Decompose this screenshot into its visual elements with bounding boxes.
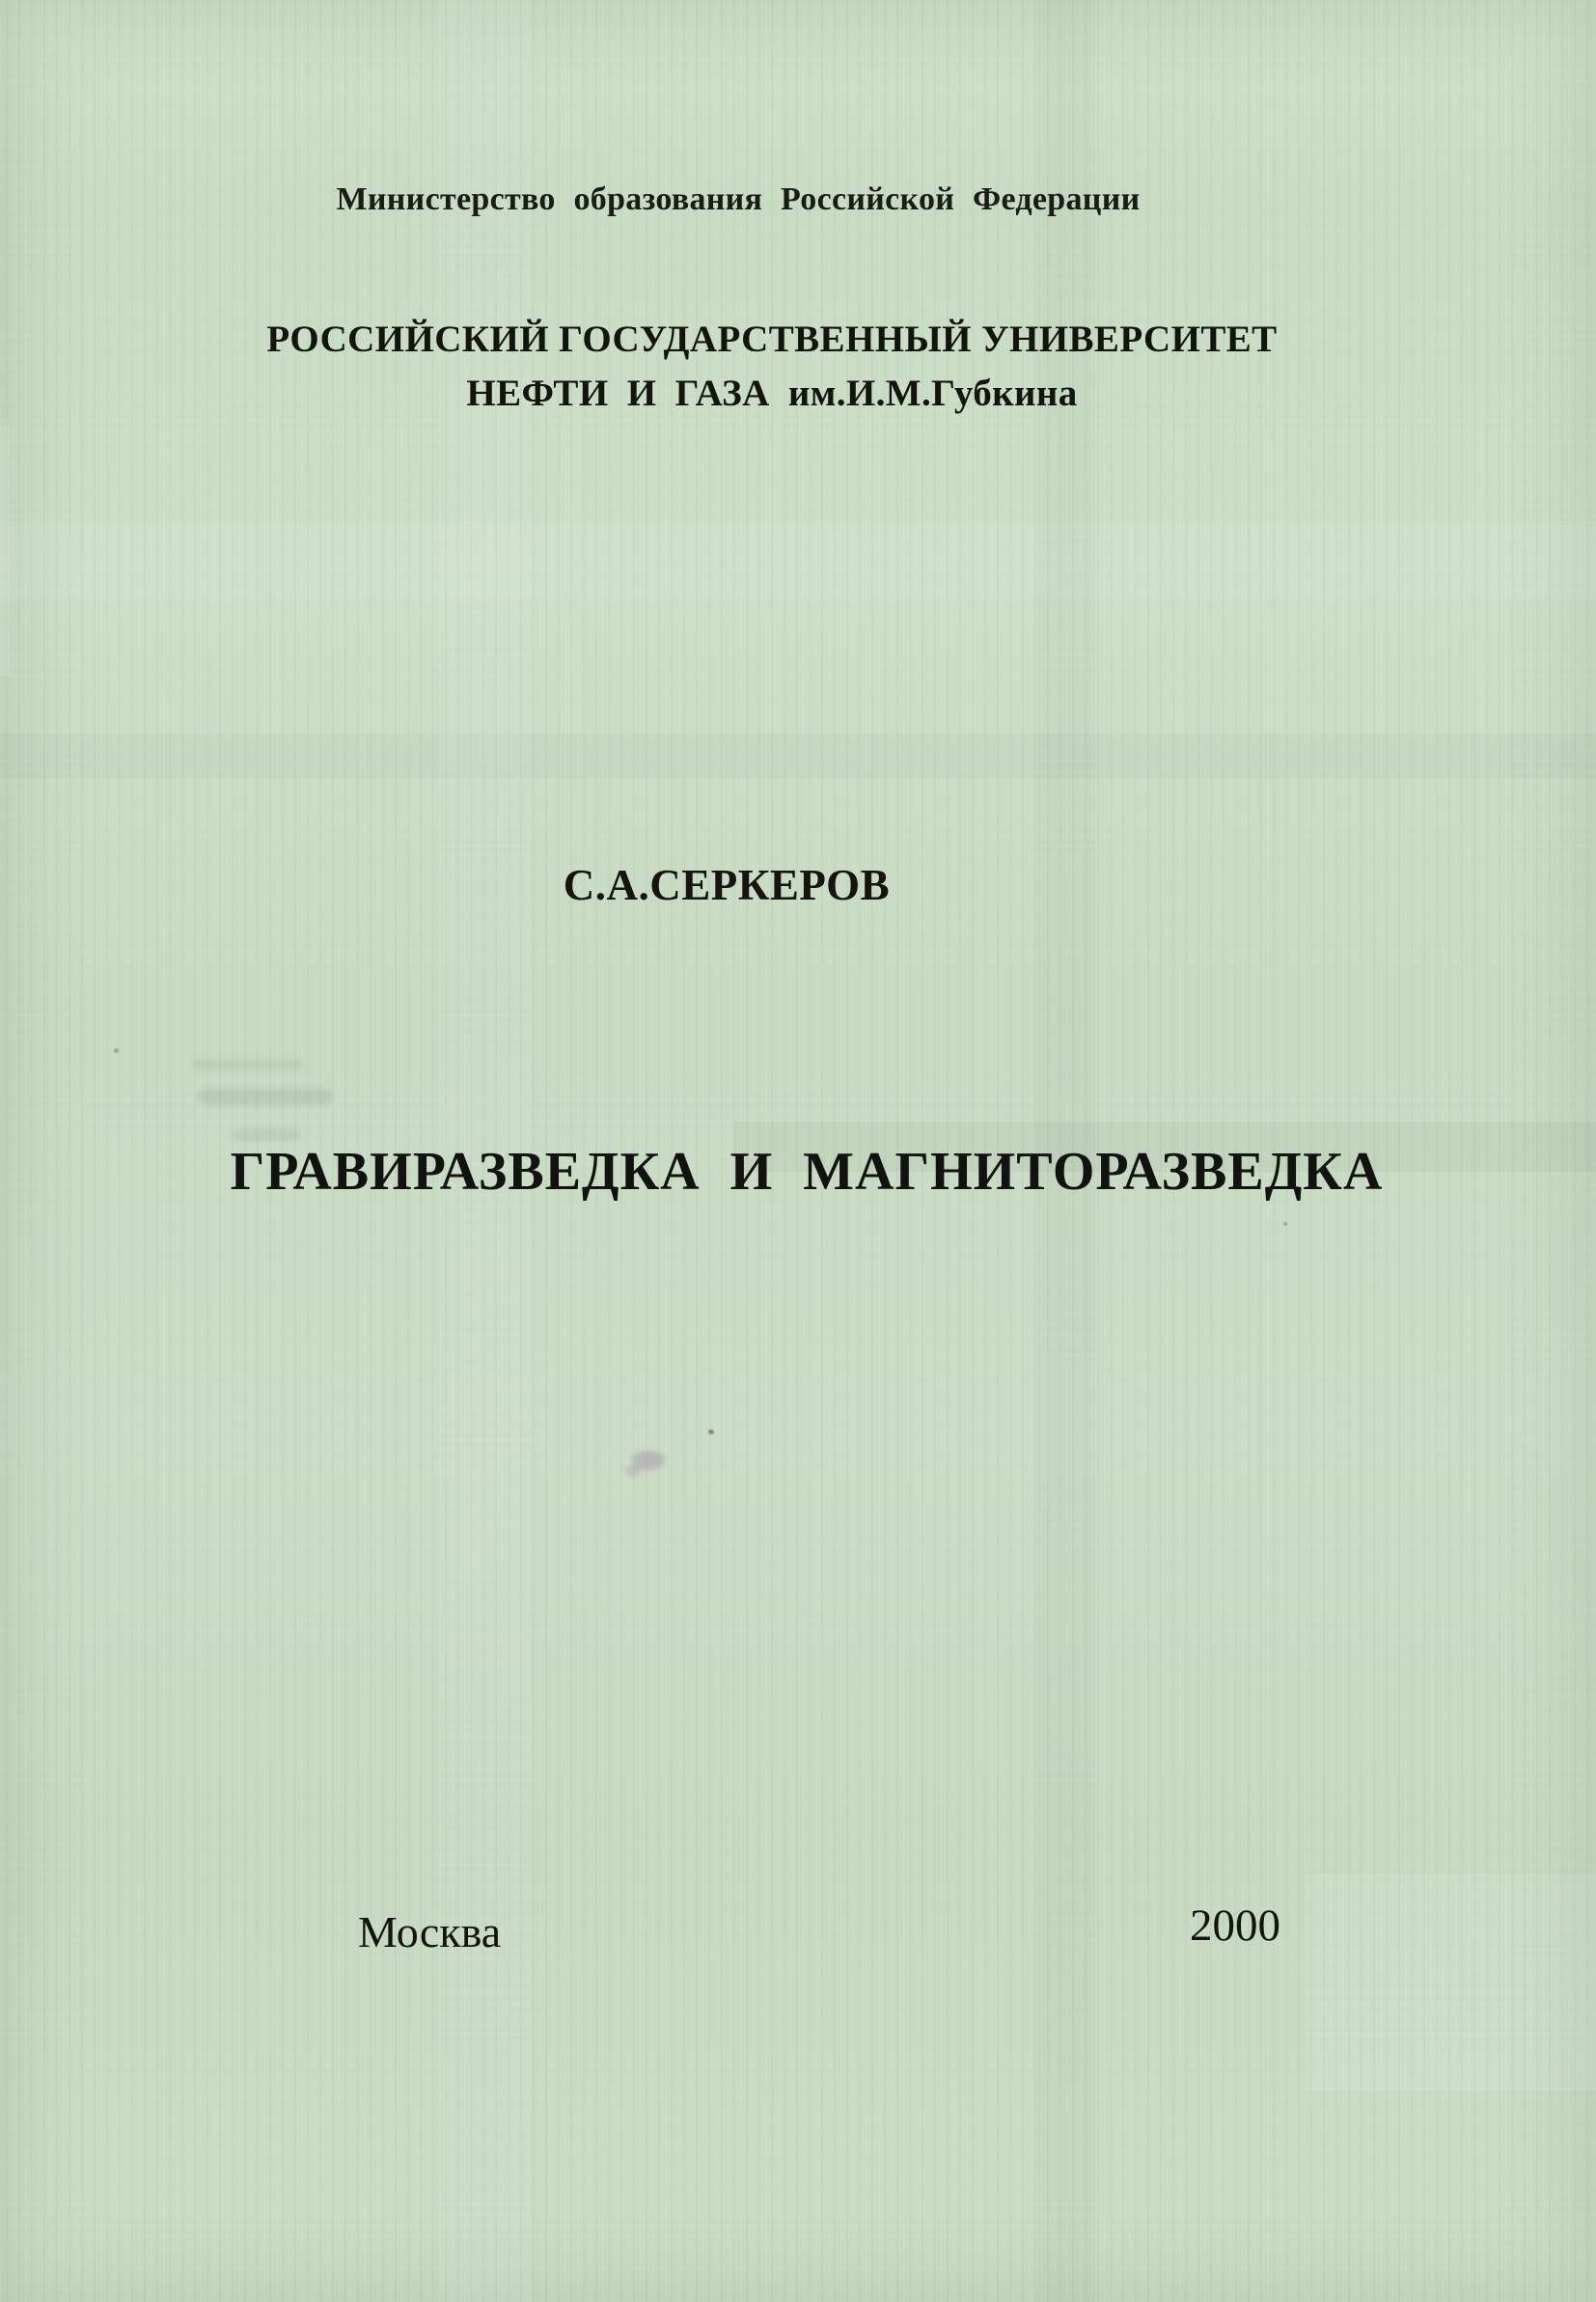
- scan-edge-highlight: [0, 425, 10, 676]
- scan-band-light: [1307, 1874, 1596, 2092]
- ink-speck: [708, 1429, 714, 1434]
- scan-band-light: [0, 521, 1596, 598]
- publication-year: 2000: [1190, 1900, 1280, 1951]
- university-name: [164, 313, 1380, 421]
- ghost-text-smudge: [233, 1128, 300, 1141]
- purple-ink-smudge: [625, 1465, 641, 1477]
- purple-ink-smudge: [632, 1451, 665, 1470]
- scan-band-dark: [0, 734, 1596, 778]
- book-title: ГРАВИРАЗВЕДКА И МАГНИТОРАЗВЕДКА: [230, 1142, 1384, 1202]
- ink-speck: [1283, 1222, 1287, 1226]
- university-name-line2: НЕФТИ И ГАЗА им.И.М.Губкина: [466, 373, 1078, 414]
- author-name: С.А.СЕРКЕРОВ: [563, 861, 891, 909]
- ghost-text-smudge: [191, 1058, 305, 1071]
- publication-city: Москва: [358, 1907, 502, 1956]
- university-name-line1: РОССИЙСКИЙ ГОСУДАРСТВЕННЫЙ УНИВЕРСИТЕТ: [266, 319, 1278, 360]
- ministry-line: Министерство образования Российской Федерации: [336, 181, 1141, 217]
- ink-speck: [114, 1048, 119, 1053]
- ghost-text-smudge: [198, 1089, 333, 1105]
